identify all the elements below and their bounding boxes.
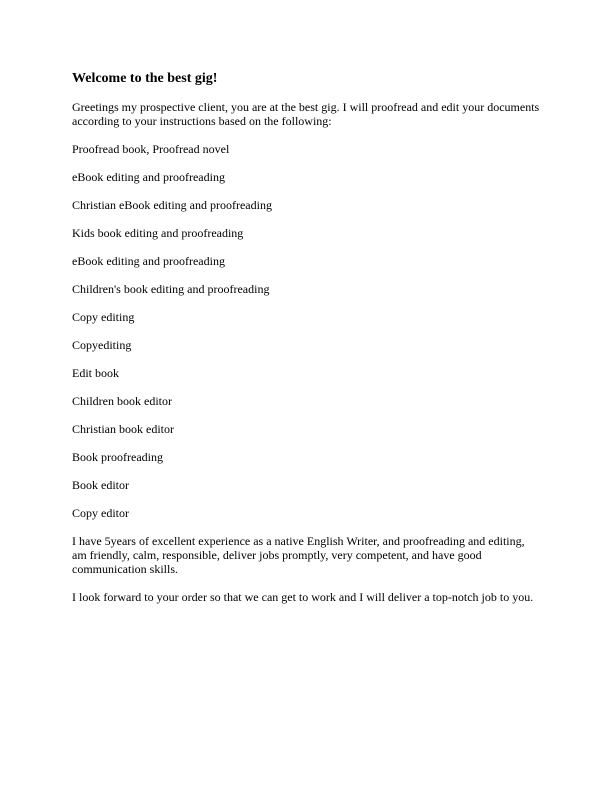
service-item: Kids book editing and proofreading xyxy=(72,226,244,240)
service-item: Copy editing xyxy=(72,310,135,324)
service-item: Edit book xyxy=(72,366,119,380)
closing-paragraph: I look forward to your order so that we can get to work and I will deliver a top-notch job to you. xyxy=(72,590,534,604)
service-item: eBook editing and proofreading xyxy=(72,170,225,184)
service-item: Copy editor xyxy=(72,506,129,520)
service-item: Christian book editor xyxy=(72,422,174,436)
service-item: Proofread book, Proofread novel xyxy=(72,142,230,156)
document-page xyxy=(72,70,552,618)
document-title: Welcome to the best gig! xyxy=(72,71,218,86)
service-item: Children's book editing and proofreading xyxy=(72,282,270,296)
services-list xyxy=(72,142,552,520)
experience-paragraph: I have 5years of excellent experience as a native English Writer, and proofreading and editing, am friendly, calm, responsible, deliver jobs promptly, very competent, and have good communication skills. xyxy=(72,534,525,576)
service-item: Copyediting xyxy=(72,338,132,352)
service-item: Children book editor xyxy=(72,394,172,408)
service-item: Book editor xyxy=(72,478,129,492)
intro-paragraph: Greetings my prospective client, you are at the best gig. I will proofread and edit your documents according to your instructions based on the following: xyxy=(72,100,540,128)
service-item: Christian eBook editing and proofreading xyxy=(72,198,272,212)
service-item: eBook editing and proofreading xyxy=(72,254,225,268)
service-item: Book proofreading xyxy=(72,450,163,464)
